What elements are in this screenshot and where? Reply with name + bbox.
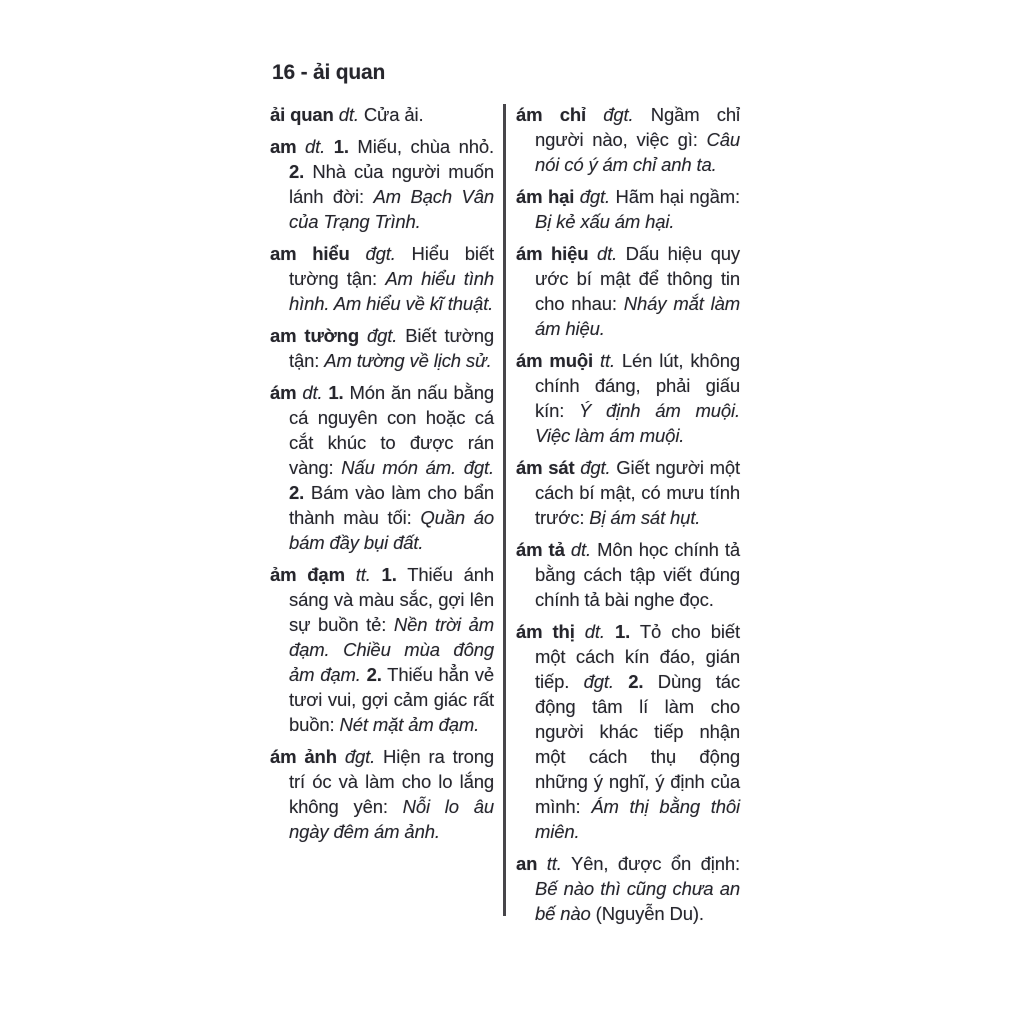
entry-def: Ngầm chỉ người nào, việc gì: — [535, 104, 740, 150]
entry-ex: Câu nói có ý ám chỉ anh ta. — [535, 129, 740, 175]
entry-def: Miếu, chùa nhỏ. — [348, 136, 494, 157]
entry-pos: dt. — [333, 104, 359, 125]
entry-ex: Nỗi lo âu ngày đêm ám ảnh. — [289, 796, 494, 842]
dictionary-entry — [516, 348, 740, 448]
entry-ex: Ý định ám muội. Việc làm ám muội. — [535, 400, 740, 446]
entry-ex: Bế nào thì cũng chưa an bế nào — [535, 878, 740, 924]
dictionary-entry — [270, 562, 494, 737]
entry-ex: Bị kẻ xấu ám hại. — [535, 211, 675, 232]
entry-headword: am hiểu — [270, 243, 350, 264]
entry-pos: đgt. — [574, 186, 610, 207]
dictionary-entry — [270, 323, 494, 373]
entry-num: 1. — [322, 382, 344, 403]
entry-num: 2. — [289, 482, 305, 503]
entry-num: 2. — [289, 161, 305, 182]
entry-def: Yên, được ổn định: — [561, 853, 741, 874]
entry-def: Bám vào làm cho bẩn thành màu tối: — [289, 482, 494, 528]
columns-container — [270, 102, 744, 926]
column-divider — [503, 104, 506, 916]
dictionary-page — [270, 60, 744, 926]
entry-ex: Am Bạch Vân của Trạng Trình. — [289, 186, 494, 232]
entry-def: Cửa ải. — [358, 104, 424, 125]
entry-pos: đgt. — [456, 457, 495, 478]
entry-pos: đgt. — [585, 104, 634, 125]
entry-pos: tt. — [344, 564, 371, 585]
entry-headword: ám muội — [516, 350, 593, 371]
dictionary-entry — [516, 102, 740, 177]
entry-headword: an — [516, 853, 538, 874]
entry-def: Lén lút, không chính đáng, phải giấu kín: — [535, 350, 740, 421]
entry-def: Hiện ra trong trí óc và làm cho lo lắng không yên: — [289, 746, 495, 817]
column-right — [516, 102, 740, 926]
dictionary-entry — [516, 851, 740, 926]
dictionary-entry — [516, 455, 740, 530]
entry-headword: am — [270, 136, 297, 157]
entry-headword: ám — [270, 382, 297, 403]
entry-pos: dt. — [296, 382, 323, 403]
entry-num: 2. — [613, 671, 644, 692]
dictionary-entry — [270, 744, 494, 844]
dictionary-entry — [516, 619, 740, 844]
entry-def: Biết tường tận: — [289, 325, 494, 371]
entry-pos: dt. — [564, 539, 591, 560]
entry-num: 1. — [325, 136, 349, 157]
entry-def: Giết người một cách bí mật, có mưu tính trước: — [535, 457, 740, 528]
entry-ex: Nháy mắt làm ám hiệu. — [535, 293, 740, 339]
entry-headword: ảm đạm — [270, 564, 345, 585]
entry-ex: Nấu món ám. — [341, 457, 457, 478]
entry-pos: dt. — [574, 621, 605, 642]
entry-def: Dấu hiệu quy ước bí mật để thông tin cho nhau: — [535, 243, 740, 314]
entry-pos: dt. — [296, 136, 326, 157]
entry-def: (Nguyễn Du). — [590, 903, 704, 924]
entry-pos: đgt. — [574, 457, 611, 478]
entry-ex: Am hiểu tình hình. Am hiểu về kĩ thuật. — [289, 268, 494, 314]
entry-def: Môn học chính tả bằng cách tập viết đúng chính tả bài nghe đọc. — [535, 539, 741, 610]
dictionary-entry — [516, 241, 740, 341]
entry-def: Thiếu hẳn vẻ tươi vui, gợi cảm giác rất buồn: — [289, 664, 494, 735]
entry-ex: Nền trời ảm đạm. Chiều mùa đông ảm đạm. — [289, 614, 494, 685]
entry-pos: đgt. — [359, 325, 398, 346]
entry-pos: dt. — [588, 243, 618, 264]
entry-headword: ám sát — [516, 457, 575, 478]
entry-ex: Bị ám sát hụt. — [589, 507, 701, 528]
entry-pos: đgt. — [349, 243, 396, 264]
entry-num: 2. — [360, 664, 382, 685]
entry-def: Nhà của người muốn lánh đời: — [289, 161, 494, 207]
dictionary-entry — [270, 134, 494, 234]
entry-ex: Nét mặt ảm đạm. — [339, 714, 480, 735]
dictionary-entry — [516, 184, 740, 234]
entry-headword: ám hại — [516, 186, 575, 207]
entry-pos: tt. — [537, 853, 562, 874]
entry-headword: ám thị — [516, 621, 575, 642]
entry-ex: Ám thị bằng thôi miên. — [535, 796, 740, 842]
entry-def: Hiểu biết tường tận: — [289, 243, 495, 289]
entry-headword: ám hiệu — [516, 243, 589, 264]
entry-num: 1. — [604, 621, 631, 642]
entry-num: 1. — [370, 564, 397, 585]
dictionary-entry — [516, 537, 740, 612]
entry-headword: ám tả — [516, 539, 565, 560]
entry-headword: ải quan — [270, 104, 334, 125]
dictionary-entry — [270, 102, 494, 127]
entry-def: Dùng tác động tâm lí làm cho người khác tiếp nhận một cách thụ động những ý nghĩ, ý định của mình: — [535, 671, 740, 817]
entry-def: Món ăn nấu bằng cá nguyên con hoặc cá cắt khúc to được rán vàng: — [289, 382, 495, 478]
entry-pos: đgt. — [569, 671, 614, 692]
dictionary-entry — [270, 380, 494, 555]
dictionary-entry — [270, 241, 494, 316]
entry-pos: tt. — [593, 350, 615, 371]
entry-headword: ám chỉ — [516, 104, 586, 125]
page-header: 16 - ải quan — [272, 61, 386, 84]
column-left — [270, 102, 494, 926]
entry-headword: am tường — [270, 325, 359, 346]
entry-pos: đgt. — [336, 746, 376, 767]
entry-def: Thiếu ánh sáng và màu sắc, gợi lên sự buồn tẻ: — [289, 564, 494, 635]
entry-def: Hãm hại ngầm: — [609, 186, 740, 207]
entry-ex: Quần áo bám đầy bụi đất. — [289, 507, 494, 553]
entry-ex: Am tường về lịch sử. — [324, 350, 492, 371]
entry-headword: ám ảnh — [270, 746, 337, 767]
entry-def: Tỏ cho biết một cách kín đáo, gián tiếp. — [535, 621, 740, 692]
